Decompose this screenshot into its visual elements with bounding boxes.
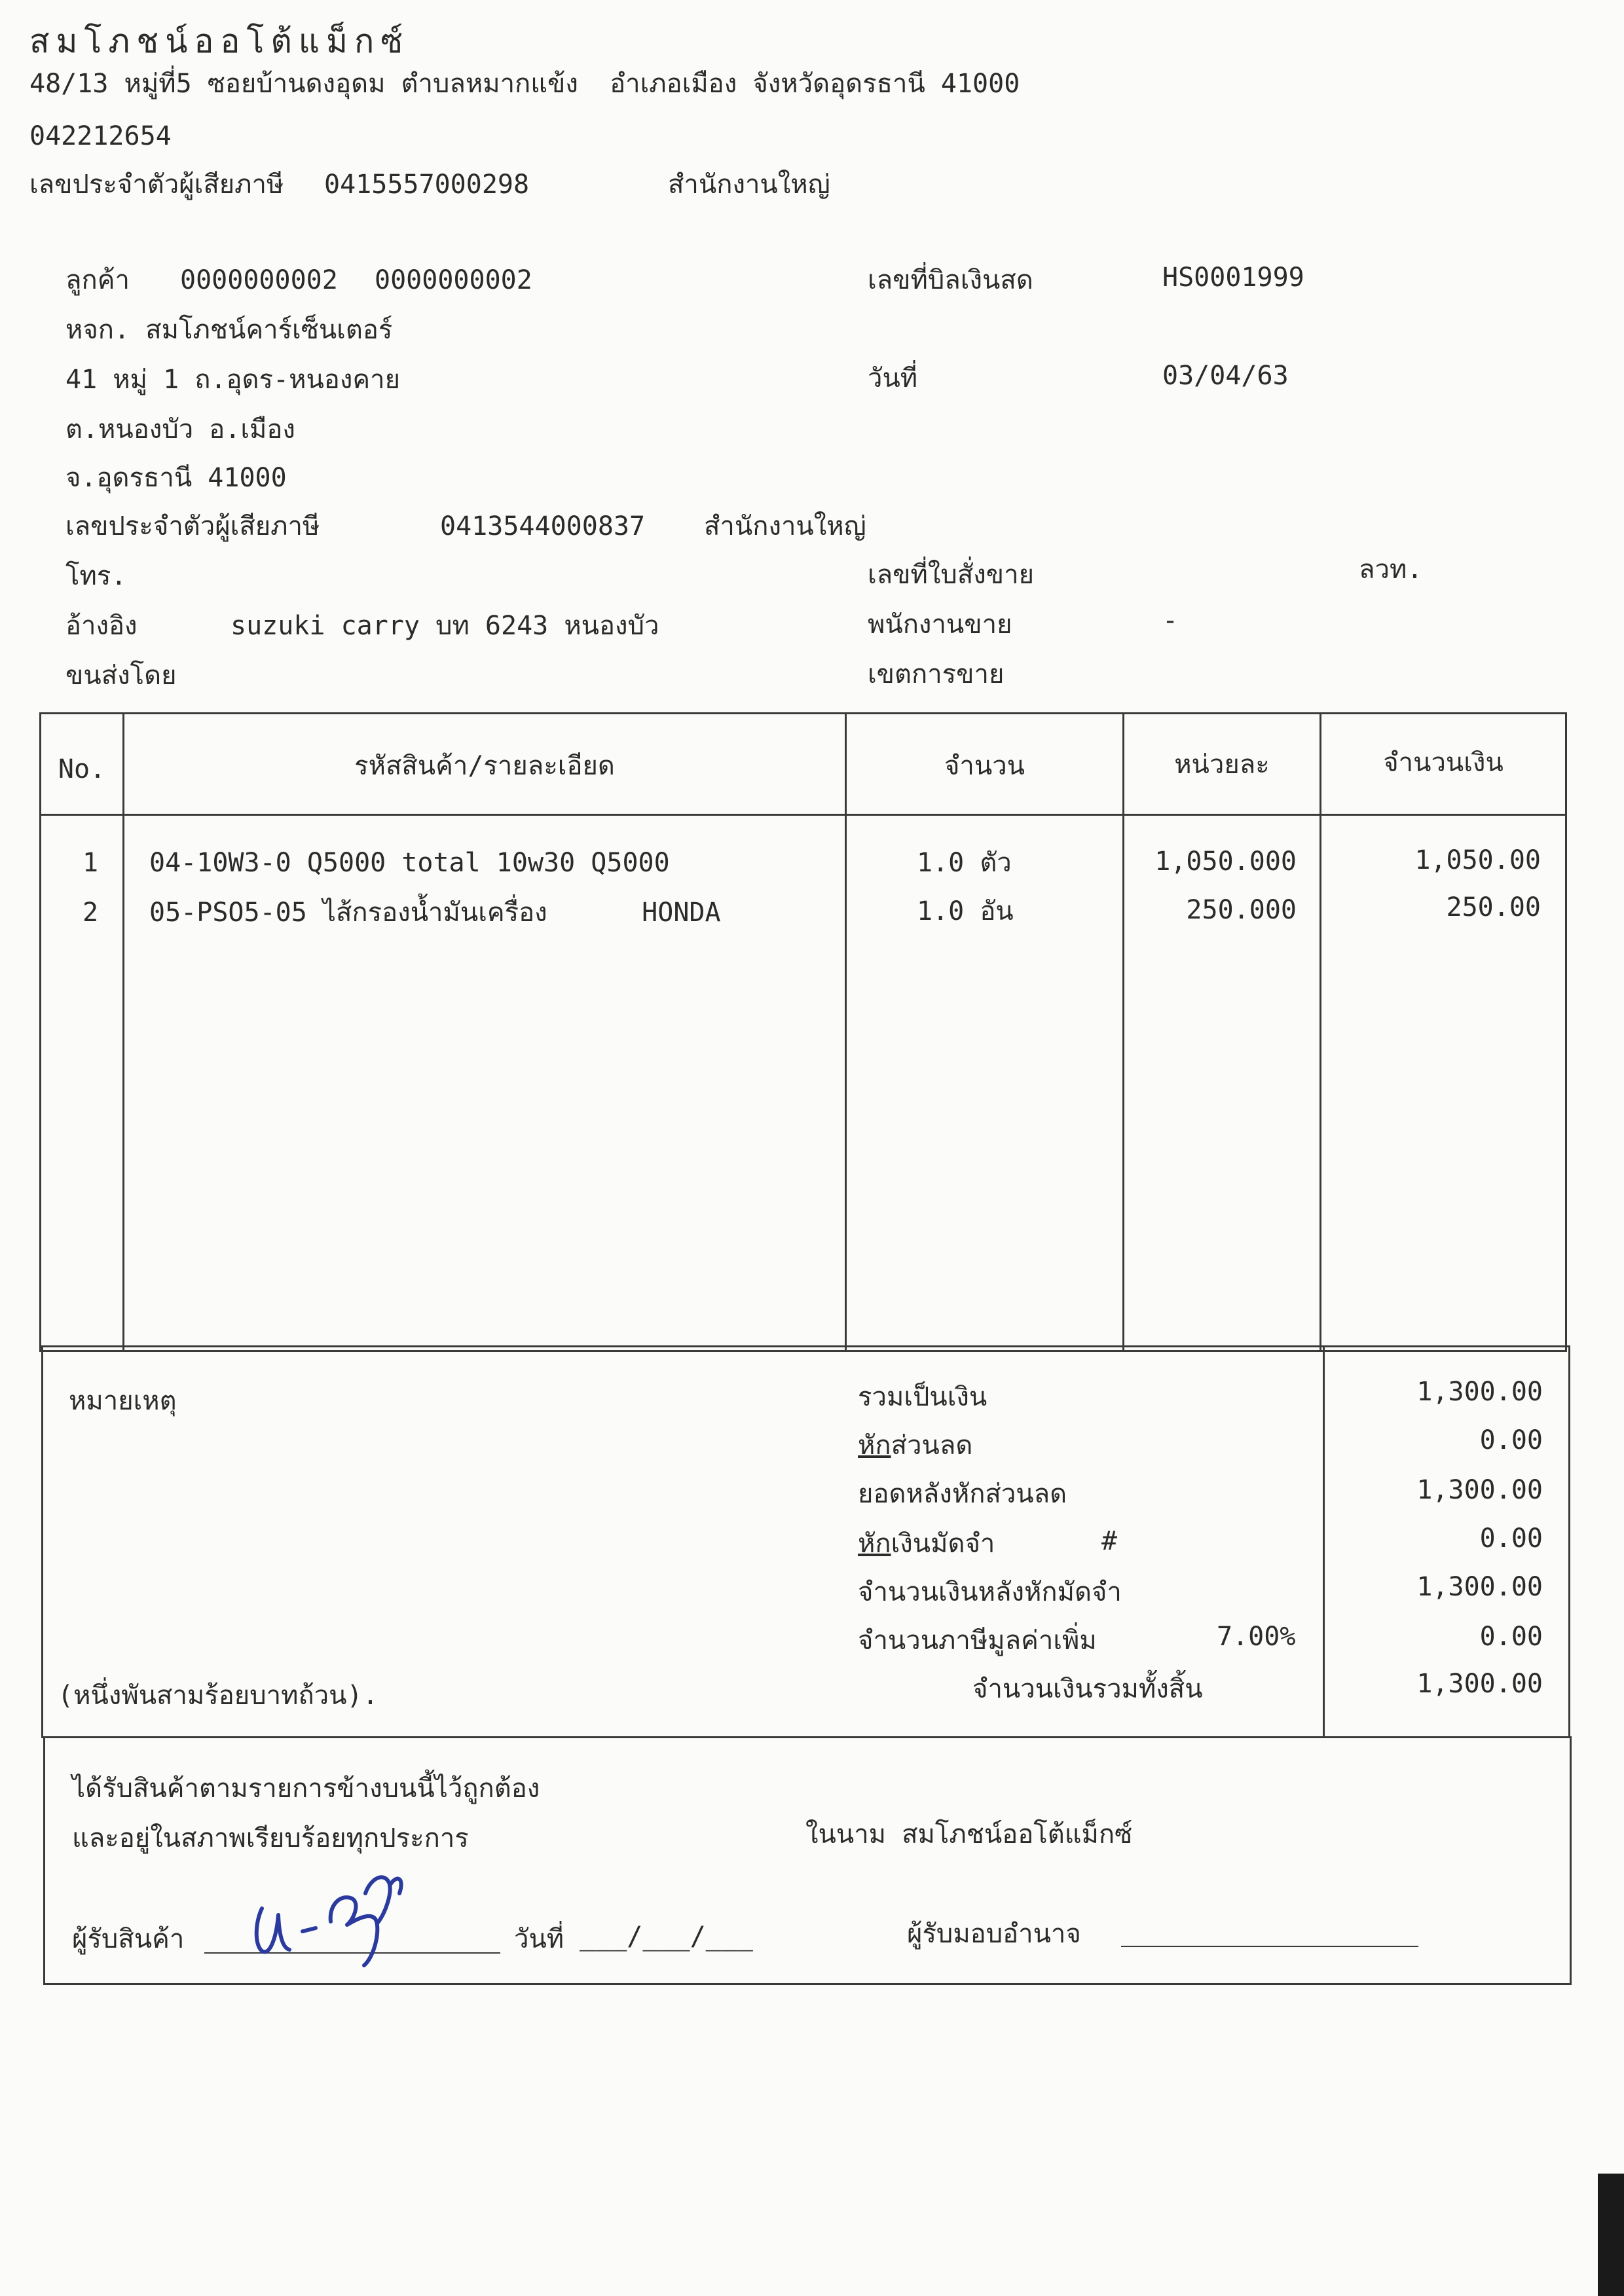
col-header-amount: จำนวนเงิน xyxy=(1383,748,1504,778)
column-divider xyxy=(122,712,124,1352)
deposit-label xyxy=(858,1531,995,1557)
subtotal-label: รวมเป็นเงิน xyxy=(858,1382,987,1412)
row-1-description: 04-10W3-0 Q5000 total 10w30 Q5000 xyxy=(149,848,670,878)
after-deposit-value: 1,300.00 xyxy=(1416,1572,1543,1602)
row-2-unit-price: 250.000 xyxy=(1186,895,1297,925)
column-divider xyxy=(845,712,847,1352)
company-branch: สำนักงานใหญ่ xyxy=(668,170,830,200)
customer-branch: สำนักงานใหญ่ xyxy=(704,511,866,541)
salesperson: - xyxy=(1162,606,1179,636)
deposit-text: เงินมัดจำ xyxy=(891,1529,995,1559)
deposit-prefix: หัก xyxy=(858,1529,891,1559)
row-2-qty: 1.0 อัน xyxy=(917,896,1014,926)
receiver-label: ผู้รับสินค้า xyxy=(72,1924,185,1954)
table-header-divider xyxy=(39,814,1567,816)
vat-rate: 7.00% xyxy=(1217,1622,1296,1652)
shipping-label: ขนส่งโดย xyxy=(65,661,177,691)
customer-label: ลูกค้า xyxy=(65,265,130,295)
authorized-signature-line xyxy=(1121,1946,1418,1947)
after-discount-label: ยอดหลังหักส่วนลด xyxy=(858,1479,1067,1509)
customer-tax-id-label: เลขประจำตัวผู้เสียภาษี xyxy=(65,511,320,541)
customer-address-3: จ.อุดรธานี 41000 xyxy=(65,463,287,493)
row-1-amount: 1,050.00 xyxy=(1414,845,1541,875)
received-line-1: ได้รับสินค้าตามรายการข้างบนนี้ไว้ถูกต้อง xyxy=(72,1774,540,1804)
bill-no: HS0001999 xyxy=(1162,263,1304,293)
customer-code: 0000000002 xyxy=(180,265,338,295)
column-divider xyxy=(1122,712,1124,1352)
col-header-description: รหัสสินค้า/รายละเอียด xyxy=(354,751,615,781)
row-2-amount: 250.00 xyxy=(1446,892,1541,922)
reference-label: อ้างอิง xyxy=(65,611,138,641)
company-tax-id-label: เลขประจำตัวผู้เสียภาษี xyxy=(29,170,284,200)
items-table xyxy=(39,712,1567,1352)
row-1-qty: 1.0 ตัว xyxy=(917,848,1012,878)
bill-no-label: เลขที่บิลเงินสด xyxy=(868,265,1033,295)
customer-address-1: 41 หมู่ 1 ถ.อุดร-หนองคาย xyxy=(65,365,401,395)
sales-area-label: เขตการขาย xyxy=(868,659,1005,689)
subtotal-value: 1,300.00 xyxy=(1416,1377,1543,1407)
deposit-value: 0.00 xyxy=(1479,1523,1543,1554)
scan-edge xyxy=(1598,2174,1624,2296)
col-header-no: No. xyxy=(58,754,106,784)
date-label: วันที่ xyxy=(868,363,918,393)
received-line-2: และอยู่ในสภาพเรียบร้อยทุกประการ xyxy=(72,1823,469,1853)
discount-label xyxy=(858,1432,972,1459)
customer-tax-id: 0413544000837 xyxy=(440,511,646,541)
after-deposit-label: จำนวนเงินหลังหักมัดจำ xyxy=(858,1577,1122,1607)
receive-date-blank: ___/___/___ xyxy=(580,1922,753,1952)
handwritten-signature xyxy=(242,1859,426,1974)
row-1-no: 1 xyxy=(82,848,99,878)
row-2-no: 2 xyxy=(82,898,99,928)
company-address: 48/13 หมู่ที่5 ซอยบ้านดงอุดม ตำบลหมากแข้ง อำเภอเมือง จังหวัดอุดรธานี 41000 xyxy=(29,69,1020,99)
customer-address-2: ต.หนองบัว อ.เมือง xyxy=(65,414,295,445)
customer-phone-label: โทร. xyxy=(65,561,127,591)
company-name: สมโภชน์ออโต้แม็กซ์ xyxy=(29,22,410,60)
column-divider xyxy=(1320,712,1321,1352)
amount-in-words: (หนึ่งพันสามร้อยบาทถ้วน). xyxy=(58,1681,378,1711)
after-discount-value: 1,300.00 xyxy=(1416,1475,1543,1505)
salesperson-label: พนักงานขาย xyxy=(868,610,1012,640)
discount-text: ส่วนลด xyxy=(891,1430,973,1461)
invoice-date: 03/04/63 xyxy=(1162,361,1289,391)
grand-total-label: จำนวนเงินรวมทั้งสิ้น xyxy=(972,1674,1203,1704)
company-tax-id: 0415557000298 xyxy=(324,170,530,200)
on-behalf-of: ในนาม สมโภชน์ออโต้แม็กซ์ xyxy=(805,1819,1133,1850)
col-header-unit-price: หน่วยละ xyxy=(1174,750,1270,780)
customer-code-2: 0000000002 xyxy=(375,265,532,295)
grand-total-value: 1,300.00 xyxy=(1416,1669,1543,1699)
customer-name: หจก. สมโภชน์คาร์เซ็นเตอร์ xyxy=(65,315,393,345)
deposit-mark: # xyxy=(1101,1526,1118,1556)
order-no: ลวท. xyxy=(1359,555,1423,585)
vat-value: 0.00 xyxy=(1479,1622,1543,1652)
authorized-label: ผู้รับมอบอำนาจ xyxy=(907,1919,1081,1949)
company-phone: 042212654 xyxy=(29,121,172,151)
receive-date-label: วันที่ xyxy=(514,1924,564,1954)
remark-label: หมายเหตุ xyxy=(69,1386,177,1416)
row-1-unit-price: 1,050.000 xyxy=(1154,847,1297,877)
row-2-description: 05-PSO5-05 ไส้กรองน้ำมันเครื่อง HONDA xyxy=(149,898,721,928)
vat-label: จำนวนภาษีมูลค่าเพิ่ม xyxy=(858,1626,1097,1656)
discount-value: 0.00 xyxy=(1479,1425,1543,1455)
order-no-label: เลขที่ใบสั่งขาย xyxy=(868,560,1035,590)
col-header-qty: จำนวน xyxy=(944,751,1025,781)
reference-value: suzuki carry บท 6243 หนองบัว xyxy=(231,611,659,641)
discount-prefix: หัก xyxy=(858,1430,891,1461)
